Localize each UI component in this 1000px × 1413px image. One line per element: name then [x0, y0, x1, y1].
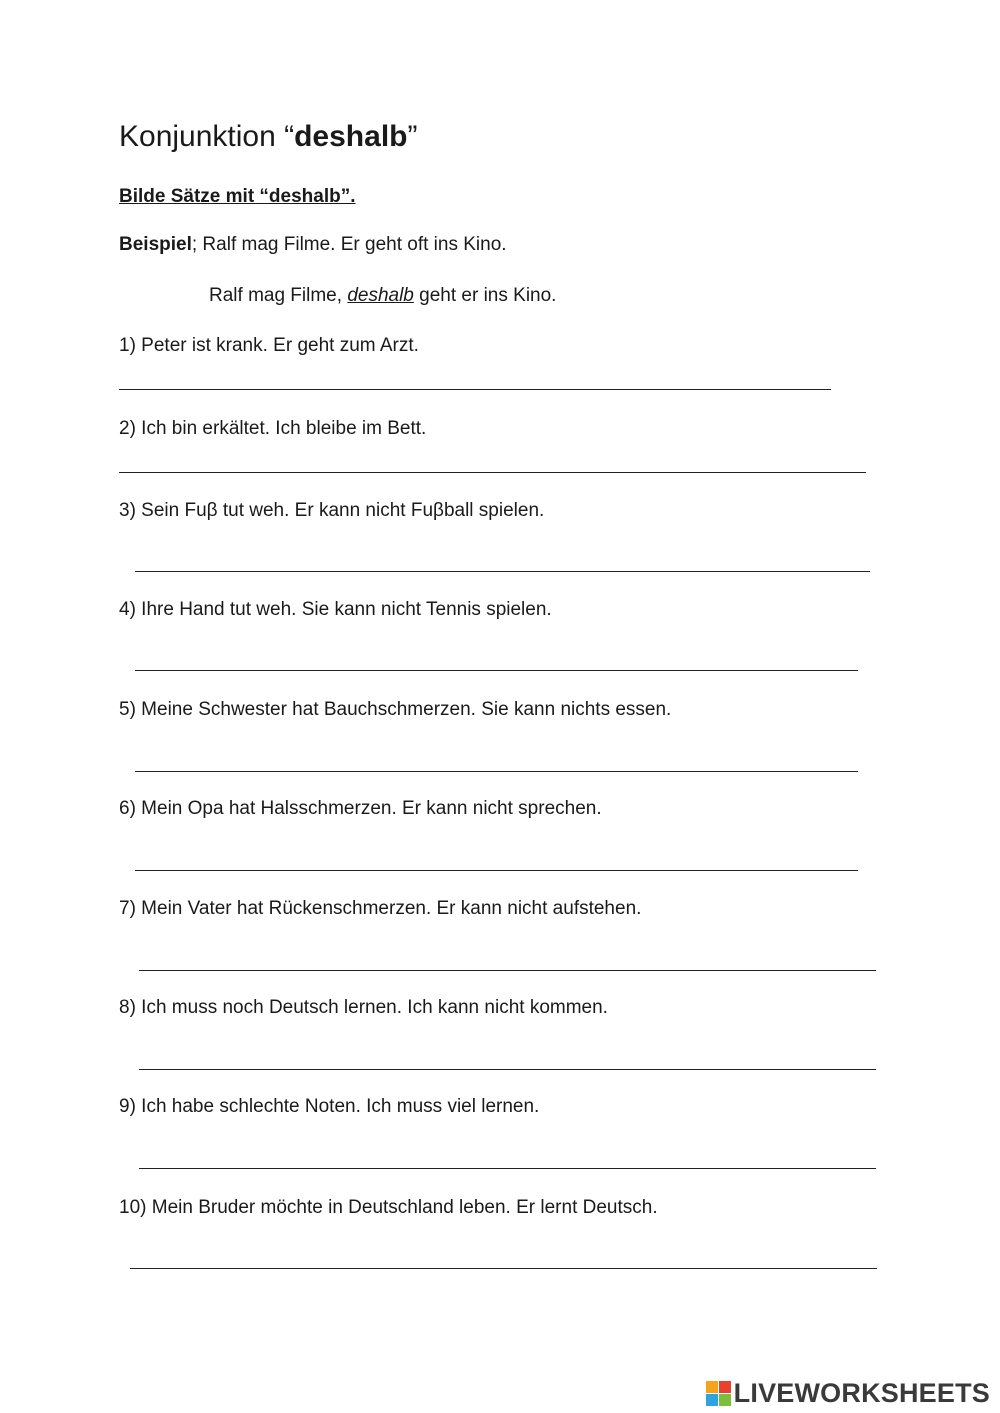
example-keyword: deshalb	[347, 285, 414, 306]
question-4: 4) Ihre Hand tut weh. Sie kann nicht Tennis spielen.	[119, 599, 552, 620]
example-line-1: Beispiel; Ralf mag Filme. Er geht oft ins Kino.	[119, 234, 507, 255]
answer-line-4[interactable]	[135, 670, 858, 671]
answer-line-2[interactable]	[119, 472, 866, 473]
answer-line-3[interactable]	[135, 571, 870, 572]
question-3: 3) Sein Fuβ tut weh. Er kann nicht Fuβball spielen.	[119, 500, 545, 521]
logo-icon	[706, 1381, 731, 1406]
question-1: 1) Peter ist krank. Er geht zum Arzt.	[119, 335, 419, 356]
answer-line-6[interactable]	[135, 870, 858, 871]
answer-line-7[interactable]	[139, 970, 876, 971]
question-8: 8) Ich muss noch Deutsch lernen. Ich kann nicht kommen.	[119, 997, 608, 1018]
question-2: 2) Ich bin erkältet. Ich bleibe im Bett.	[119, 418, 427, 439]
logo-square-2	[719, 1381, 731, 1393]
question-7: 7) Mein Vater hat Rückenschmerzen. Er kann nicht aufstehen.	[119, 898, 642, 919]
example-line-2: Ralf mag Filme, deshalb geht er ins Kino.	[209, 285, 557, 306]
question-9: 9) Ich habe schlechte Noten. Ich muss viel lernen.	[119, 1096, 540, 1117]
example-label: Beispiel	[119, 234, 192, 255]
answer-line-5[interactable]	[135, 771, 858, 772]
title-bold-word: deshalb	[294, 120, 408, 153]
answer-line-9[interactable]	[139, 1168, 876, 1169]
question-6: 6) Mein Opa hat Halsschmerzen. Er kann nicht sprechen.	[119, 798, 602, 819]
logo-square-3	[706, 1394, 718, 1406]
answer-line-8[interactable]	[139, 1069, 876, 1070]
answer-line-1[interactable]	[119, 389, 831, 390]
liveworksheets-logo	[706, 1378, 990, 1409]
logo-text: LIVEWORKSHEETS	[733, 1378, 990, 1408]
logo-square-4	[719, 1394, 731, 1406]
question-10: 10) Mein Bruder möchte in Deutschland leben. Er lernt Deutsch.	[119, 1197, 658, 1218]
answer-line-10[interactable]	[130, 1268, 877, 1269]
question-5: 5) Meine Schwester hat Bauchschmerzen. Sie kann nichts essen.	[119, 699, 672, 720]
logo-square-1	[706, 1381, 718, 1393]
instruction: Bilde Sätze mit “deshalb”.	[119, 186, 356, 207]
page-title: Konjunktion “deshalb”	[119, 120, 418, 153]
